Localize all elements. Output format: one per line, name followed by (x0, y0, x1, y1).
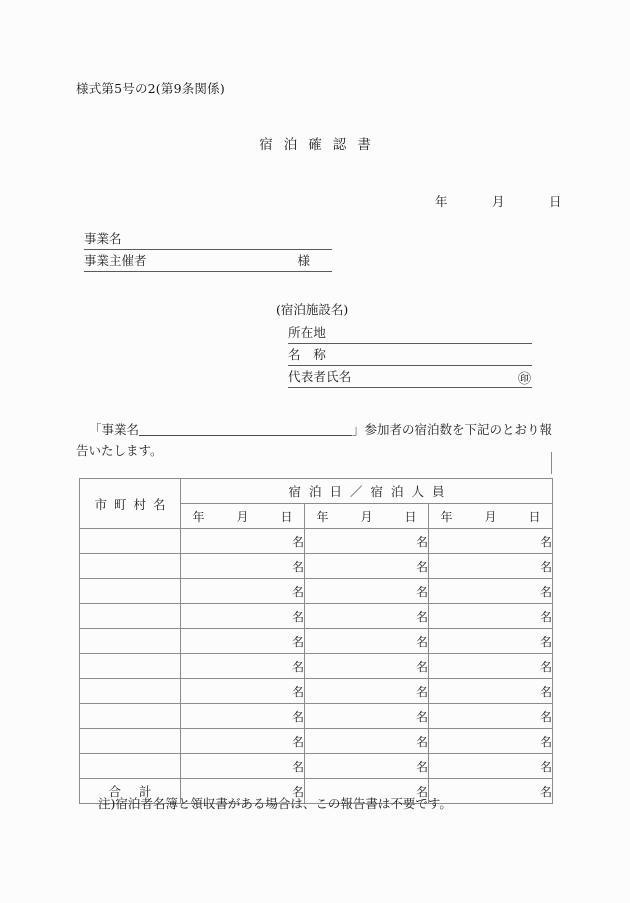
body-line1-prefix: 「事業名 (89, 422, 140, 437)
cell-city[interactable] (80, 554, 181, 579)
cell-count-2[interactable]: 名 (305, 729, 429, 754)
cell-count-3[interactable]: 名 (429, 654, 553, 679)
header-city-column: 市町村名 (80, 479, 181, 529)
cell-count-2[interactable]: 名 (305, 679, 429, 704)
cell-count-1[interactable]: 名 (181, 629, 305, 654)
table-row[interactable] (80, 729, 553, 754)
table-header-row-1 (80, 479, 553, 504)
total-count-3[interactable]: 名 (429, 779, 553, 804)
table-body (80, 529, 553, 804)
cell-count-1[interactable]: 名 (181, 554, 305, 579)
total-count-2[interactable]: 名 (305, 779, 429, 804)
table-row[interactable] (80, 579, 553, 604)
table-row[interactable] (80, 754, 553, 779)
facility-representative-field[interactable] (288, 366, 532, 388)
cell-count-3[interactable]: 名 (429, 729, 553, 754)
cell-count-1[interactable]: 名 (181, 679, 305, 704)
cell-count-3[interactable]: 名 (429, 679, 553, 704)
cell-count-2[interactable]: 名 (305, 654, 429, 679)
cell-count-1[interactable]: 名 (181, 604, 305, 629)
facility-name-label: 名 称 (288, 347, 327, 362)
cell-count-3[interactable]: 名 (429, 629, 553, 654)
facility-address-field[interactable] (288, 322, 532, 344)
facility-representative-label: 代表者氏名 (288, 369, 352, 384)
cell-city[interactable] (80, 629, 181, 654)
cell-count-2[interactable]: 名 (305, 704, 429, 729)
cell-count-2[interactable]: 名 (305, 754, 429, 779)
cell-count-1[interactable]: 名 (181, 704, 305, 729)
organizer-label: 事業主催者 (84, 253, 147, 268)
table-header (80, 479, 553, 529)
cell-count-3[interactable]: 名 (429, 754, 553, 779)
cell-city[interactable] (80, 604, 181, 629)
table-row[interactable] (80, 654, 553, 679)
cell-city[interactable] (80, 529, 181, 554)
business-name-blank[interactable] (139, 422, 352, 436)
cell-count-1[interactable]: 名 (181, 729, 305, 754)
header-group-stay: 宿泊日／宿泊人員 (181, 479, 553, 504)
total-count-1[interactable]: 名 (181, 779, 305, 804)
footnote: 注)宿泊者名簿と領収書がある場合は、この報告書は不要です。 (98, 796, 452, 811)
cell-city[interactable] (80, 729, 181, 754)
organizer-field[interactable] (84, 250, 332, 272)
body-line1-suffix: 」参加者の宿泊数を下記のとおり報 (352, 422, 553, 437)
cell-city[interactable] (80, 679, 181, 704)
cell-count-3[interactable]: 名 (429, 529, 553, 554)
cell-count-3[interactable]: 名 (429, 704, 553, 729)
header-date-column-3: 年 月 日 (429, 504, 553, 529)
cell-city[interactable] (80, 654, 181, 679)
cell-count-2[interactable]: 名 (305, 579, 429, 604)
body-paragraph (76, 419, 556, 461)
seal-icon: ㊞ (517, 372, 531, 387)
date-line: 年 月 日 (435, 194, 578, 209)
cell-city[interactable] (80, 704, 181, 729)
table-row[interactable] (80, 604, 553, 629)
page-title: 宿泊確認書 (259, 137, 382, 153)
cell-count-1[interactable]: 名 (181, 529, 305, 554)
cell-count-2[interactable]: 名 (305, 529, 429, 554)
applicant-block (84, 228, 332, 272)
facility-heading: (宿泊施設名) (276, 302, 349, 317)
honorific-label: 様 (297, 253, 310, 268)
cell-count-2[interactable]: 名 (305, 604, 429, 629)
cell-count-3[interactable]: 名 (429, 579, 553, 604)
cell-count-1[interactable]: 名 (181, 654, 305, 679)
facility-block (276, 300, 532, 388)
table-row[interactable] (80, 554, 553, 579)
stay-count-table (79, 478, 553, 804)
table-row[interactable] (80, 629, 553, 654)
total-label: 合計 (80, 779, 181, 804)
table-row[interactable] (80, 679, 553, 704)
table-row[interactable] (80, 529, 553, 554)
business-name-label: 事業名 (84, 231, 122, 246)
facility-name-field[interactable] (288, 344, 532, 366)
cell-count-3[interactable]: 名 (429, 554, 553, 579)
form-number: 様式第5号の2(第9条関係) (76, 81, 225, 96)
table-row[interactable] (80, 704, 553, 729)
cell-count-1[interactable]: 名 (181, 754, 305, 779)
facility-address-label: 所在地 (288, 325, 327, 340)
cell-count-3[interactable]: 名 (429, 604, 553, 629)
cell-count-2[interactable]: 名 (305, 629, 429, 654)
cell-city[interactable] (80, 754, 181, 779)
stay-table-wrapper (79, 478, 552, 804)
cell-count-2[interactable]: 名 (305, 554, 429, 579)
cell-count-1[interactable]: 名 (181, 579, 305, 604)
cell-city[interactable] (80, 579, 181, 604)
body-line2: 告いたします。 (76, 443, 163, 458)
margin-tick-mark (551, 452, 552, 474)
business-name-field[interactable] (84, 228, 332, 250)
header-date-column-1: 年 月 日 (181, 504, 305, 529)
header-date-column-2: 年 月 日 (305, 504, 429, 529)
